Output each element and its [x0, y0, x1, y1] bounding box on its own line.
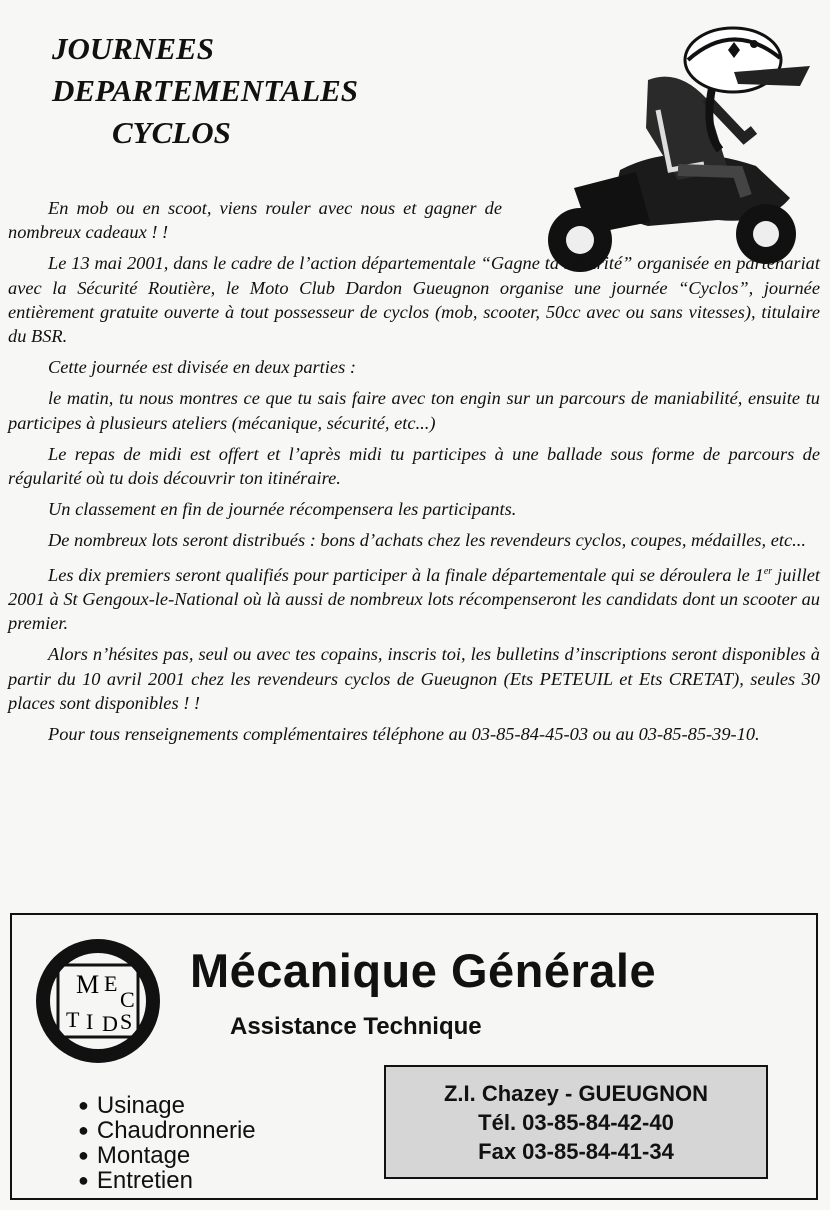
paragraph-ranking: Un classement en fin de journée récompensera les participants.: [48, 499, 517, 520]
contact-fax: Fax 03-85-84-41-34: [478, 1139, 674, 1164]
article-title: [52, 28, 472, 154]
finale-text-end: juillet 2001 à St Gengoux-le-National où là aussi de nombreux lots récompenseront les candidats dont un scooter au premier.: [8, 564, 820, 634]
ad-title: Mécanique Générale: [190, 944, 657, 997]
paragraph-prizes: De nombreux lots seront distribués : bons d’achats chez les revendeurs cyclos, coupes, médailles, etc...: [48, 530, 806, 551]
services-list: [78, 1093, 256, 1193]
paragraph-parts: Cette journée est divisée en deux parties :: [48, 357, 356, 378]
logo-letter-s: S: [120, 1009, 133, 1034]
service-item: ● Montage: [78, 1143, 256, 1168]
logo-letter-m: M: [76, 970, 100, 999]
finale-ordinal: er: [763, 565, 773, 577]
paragraph-event: Le 13 mai 2001, dans le cadre de l’action départementale “Gagne ta sécurité” organisée en partenariat avec la Sécurité Routière, le Moto Club Dardon Gueugnon organise une journée “Cyclos”, journée entièrement gratuite ouverte à tout possesseur de cyclos (mob, scooter, 50cc avec ou sans vitesses), titulaire du BSR.: [8, 253, 820, 347]
title-line-2: DEPARTEMENTALES: [52, 73, 359, 108]
paragraph-registration: Alors n’hésites pas, seul ou avec tes copains, inscris toi, les bulletins d’inscriptions seront disponibles à partir du 10 avril 2001 chez les revendeurs cyclos de Gueugnon (Ets PETEUIL et Ets CRETAT), seules 30 places sont disponibles ! !: [8, 644, 820, 713]
finale-text-start: Les dix premiers seront qualifiés pour participer à la finale départementale qui se déroulera le 1: [48, 564, 764, 585]
logo-letter-t: T: [66, 1007, 80, 1032]
title-line-3: CYCLOS: [112, 115, 231, 150]
service-item: ● Chaudronnerie: [78, 1118, 256, 1143]
paragraph-finale: [8, 560, 820, 636]
contact-box: [384, 1065, 768, 1179]
logo-letter-e: E: [104, 971, 118, 996]
logo-letter-c: C: [120, 987, 135, 1012]
mects-logo: [32, 935, 164, 1067]
title-line-1: JOURNEES: [52, 31, 214, 66]
advertisement: [10, 913, 818, 1200]
contact-phone: Tél. 03-85-84-42-40: [478, 1110, 674, 1135]
service-item: ● Usinage: [78, 1093, 256, 1118]
paragraph-intro: En mob ou en scoot, viens rouler avec nous et gagner de nombreux cadeaux ! !: [8, 198, 502, 243]
contact-address: Z.I. Chazey - GUEUGNON: [443, 1081, 709, 1106]
paragraph-morning: le matin, tu nous montres ce que tu sais faire avec ton engin sur un parcours de maniabilité, ensuite tu participes à plusieurs ateliers (mécanique, sécurité, etc...): [8, 388, 820, 433]
logo-letter-d: D: [102, 1011, 118, 1036]
ad-subtitle: Assistance Technique: [230, 1013, 482, 1040]
paragraph-contact: Pour tous renseignements complémentaires téléphone au 03-85-84-45-03 ou au 03-85-85-39-10.: [48, 723, 760, 744]
article-body: [8, 196, 820, 753]
service-item: ● Entretien: [78, 1168, 256, 1193]
logo-letter-i: I: [86, 1009, 94, 1034]
paragraph-afternoon: Le repas de midi est offert et l’après midi tu participes à une ballade sous forme de parcours de régularité où tu dois découvrir ton itinéraire.: [8, 443, 820, 489]
